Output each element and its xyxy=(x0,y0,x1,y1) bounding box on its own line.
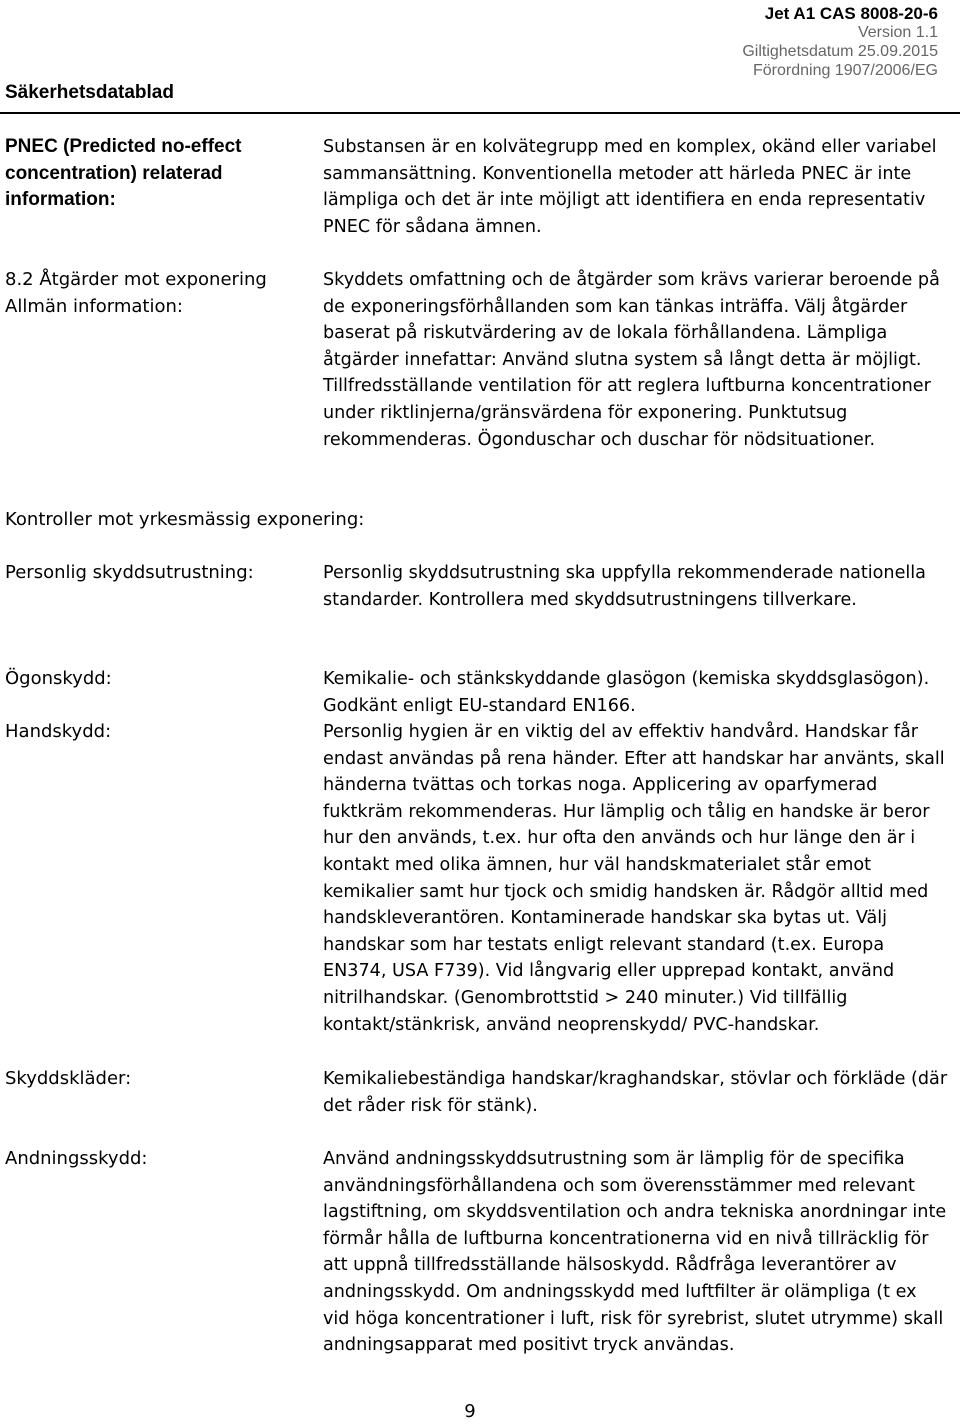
measures-label: 8.2 Åtgärder mot exponering Allmän information: xyxy=(5,269,267,317)
eye-protection-label: Ögonskydd: xyxy=(5,668,112,689)
pnec-label: PNEC (Predicted no-effect concentration) relaterad information: xyxy=(5,136,242,211)
pnec-text: Substansen är en kolvätegrupp med en komplex, okänd eller variabel sammansättning. Konventionella metoder att härleda PNEC är inte lämpliga och det är inte möjligt att identifiera en enda representativ PNEC för sådana ämnen. xyxy=(323,137,937,237)
ppe-text: Personlig skyddsutrustning ska uppfylla rekommenderade nationella standarder. Kontrollera med skyddsutrustningens tillverkare. xyxy=(323,563,926,610)
product-name: Jet A1 CAS 8008-20-6 xyxy=(764,4,938,23)
doc-title: Säkerhetsdatablad xyxy=(5,82,174,103)
valid-date: Giltighetsdatum 25.09.2015 xyxy=(742,43,938,60)
hand-protection-text: Personlig hygien är en viktig del av effektiv handvård. Handskar får endast användas på rena händer. Efter att handskar har använts, skall händerna tvättas och torkas noga. Applicering av oparfymerad fuktkräm rekommenderas. Hur lämplig och tålig en handske är beror hur den används, t.ex. hur ofta den används och hur länge den är i kontakt med olika ämnen, hur väl handskmaterialet står emot kemikalier samt hur tjock och smidig handsken är. Rådgör alltid med handskleverantören. Kontaminerade handskar ska bytas ut. Välj handskar som har testats enligt relevant standard (t.ex. Europa EN374, USA F739). Vid långvarig eller upprepad kontakt, använd nitrilhandskar. (Genombrottstid > 240 minuter.) Vid tillfällig kontakt/stänkrisk, använd neoprenskydd/ PVC-handskar. xyxy=(323,722,945,1035)
respiratory-protection-label: Andningsskydd: xyxy=(5,1148,148,1169)
document-header xyxy=(742,4,938,80)
eye-protection-text: Kemikalie- och stänkskyddande glasögon (kemiska skyddsglasögon). Godkänt enligt EU-standard EN166. xyxy=(323,669,930,716)
ppe-label: Personlig skyddsutrustning: xyxy=(5,562,254,583)
version: Version 1.1 xyxy=(857,24,938,41)
measures-text: Skyddets omfattning och de åtgärder som krävs varierar beroende på de exponeringsförhållanden som kan tänkas inträffa. Välj åtgärder baserat på riskutvärdering av de lokala förhållandena. Lämpliga åtgärder innefattar: Använd slutna system så långt detta är möjligt. Tillfredsställande ventilation för att reglera luftburna koncentrationer under riktlinjerna/gränsvärdena för exponering. Punktutsug rekommenderas. Ögonduschar och duschar för nödsituationer. xyxy=(323,270,940,450)
protective-clothing-text: Kemikaliebeständiga handskar/kraghandskar, stövlar och förkläde (där det råder risk för stänk). xyxy=(323,1069,948,1116)
controls-heading: Kontroller mot yrkesmässig exponering: xyxy=(5,509,365,530)
respiratory-protection-text: Använd andningsskyddsutrustning som är lämplig för de specifika användningsförhållandena och som överensstämmer med relevant lagstiftning, om skyddsventilation och andra tekniska anordningar inte förmår hålla de luftburna koncentrationerna vid en nivå tillräcklig för att uppnå tillfredsställande hälsoskydd. Rådfråga leverantörer av andningsskydd. Om andningsskydd med luftfilter är olämpliga (t ex vid höga koncentrationer i luft, risk för syrebrist, slutet utrymme) skall andningsapparat med positivt tryck användas. xyxy=(323,1149,947,1356)
protective-clothing-label: Skyddskläder: xyxy=(5,1068,132,1089)
page-number: 9 xyxy=(464,1401,476,1422)
header-divider xyxy=(0,112,960,114)
regulation: Förordning 1907/2006/EG xyxy=(752,62,938,79)
hand-protection-label: Handskydd: xyxy=(5,721,112,742)
